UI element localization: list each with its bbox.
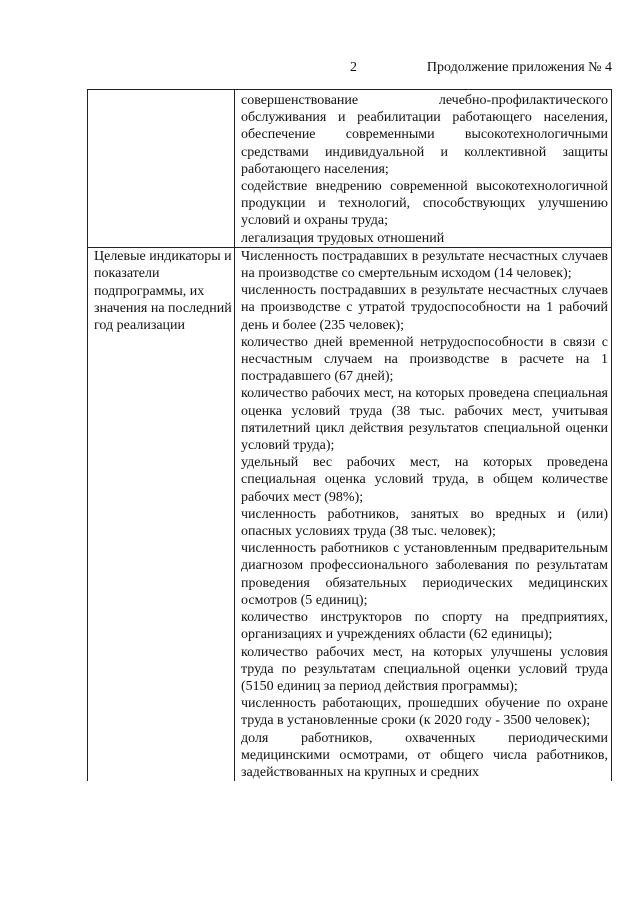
list-item: количество рабочих мест, на которых проведена специальная оценка условий труда (38 тыс. рабочих мест, учитывая пятилетний цикл действия результатов специальной оценки условий труда); xyxy=(241,386,608,454)
list-item: количество рабочих мест, на которых улучшены условия труда по результатам специальной оценки условий труда (5150 единиц за период действия программы); xyxy=(241,644,608,694)
table-row xyxy=(88,247,612,781)
row-content-cell xyxy=(235,247,612,781)
page-number: 2 xyxy=(350,60,357,75)
list-item: численность пострадавших в результате несчастных случаев на производстве с утратой трудоспособности на 1 рабочий день и более (235 человек); xyxy=(241,283,608,333)
list-item: легализация трудовых отношений xyxy=(241,230,445,246)
program-passport-table xyxy=(87,89,612,781)
list-item: количество дней временной нетрудоспособности в связи с несчастным случаем на производстве в расчете на 1 пострадавшего (67 дней); xyxy=(241,334,608,385)
list-item: численность работников с установленным предварительным диагнозом профессионального заболевания по результатам проведения обязательных периодических медицинских осмотров (5 единиц); xyxy=(241,541,608,608)
list-item: количество инструкторов по спорту на предприятиях, организациях и учреждениях области (62 единицы); xyxy=(241,610,608,643)
list-item: удельный вес рабочих мест, на которых проведена специальная оценка условий труда, в общем количестве рабочих мест (98%); xyxy=(241,455,608,505)
list-item: доля работников, охваченных периодическими медицинскими осмотрами, от общего числа работников, задействованных на крупных и средних xyxy=(241,730,608,780)
list-item: совершенствование лечебно-профилактического обслуживания и реабилитации работающего населения, обеспечение современными высокотехнологичными средствами индивидуальной и коллективной защиты работающего населения; xyxy=(241,93,608,177)
list-item: численность работников, занятых во вредных и (или) опасных условиях труда (38 тыс. человек); xyxy=(241,506,608,540)
list-item: содействие внедрению современной высокотехнологичной продукции и технологий, способствующих улучшению условий и охраны труда; xyxy=(241,179,608,229)
row-label-cell: Целевые индикаторы и показатели подпрограммы, их значения на последний год реализации xyxy=(88,247,235,781)
row-label-cell xyxy=(88,90,235,248)
list-item: численность работающих, прошедших обучение по охране труда в установленные сроки (к 2020 году - 3500 человек); xyxy=(241,696,608,729)
row-content-cell xyxy=(235,90,612,248)
list-item: Численность пострадавших в результате несчастных случаев на производстве со смертельным исходом (14 человек); xyxy=(241,248,608,282)
table-row xyxy=(88,90,612,248)
appendix-label: Продолжение приложения № 4 xyxy=(426,60,612,75)
